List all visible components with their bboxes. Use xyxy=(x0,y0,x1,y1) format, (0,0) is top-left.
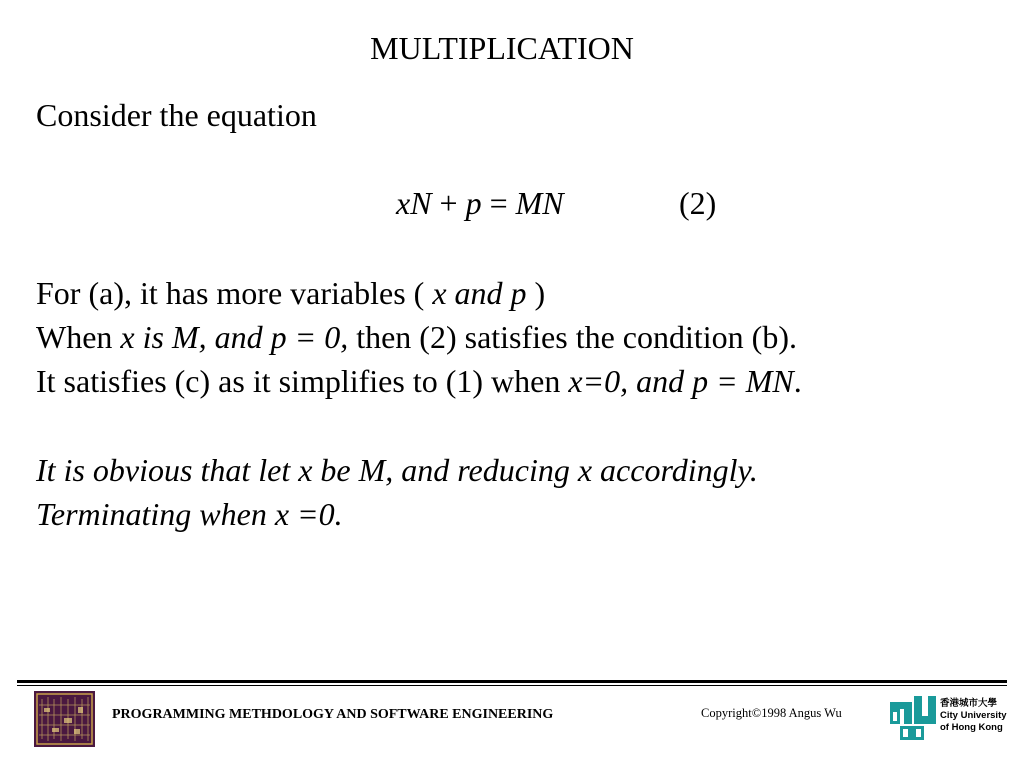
body-line-2-c: then (2) satisfies the condition (b). xyxy=(348,319,797,355)
body-line-3-b: x=0, and p = MN xyxy=(568,363,794,399)
circuit-chip-image xyxy=(34,691,95,747)
slide-title: MULTIPLICATION xyxy=(370,30,634,66)
footer-divider-thin xyxy=(17,685,1007,686)
course-title: PROGRAMMING METHDOLOGY AND SOFTWARE ENGINEERING xyxy=(112,707,554,722)
body-line-1-c: ) xyxy=(526,275,546,311)
note-line-2: Terminating when x =0. xyxy=(36,496,343,532)
equation xyxy=(396,183,564,223)
cityu-logo-text xyxy=(940,698,1007,734)
equation-plus: + xyxy=(431,185,466,221)
footer-divider-thick xyxy=(17,680,1007,683)
body-line-1 xyxy=(36,273,545,313)
body-line-3-a: It satisfies (c) as it simplifies to (1) when xyxy=(36,363,569,399)
body-line-2-a: When xyxy=(36,319,121,355)
cityu-logo-icon xyxy=(888,694,938,742)
equation-equals: = xyxy=(481,185,516,221)
equation-term-xn: xN xyxy=(396,185,432,221)
body-line-2 xyxy=(36,317,797,357)
body-line-1-a: For (a), it has more variables ( xyxy=(36,275,433,311)
cityu-logo-line2: of Hong Kong xyxy=(940,722,1003,733)
equation-term-p: p xyxy=(465,185,482,221)
body-line-3 xyxy=(36,361,802,401)
intro-text: Consider the equation xyxy=(36,97,317,133)
copyright-text: Copyright©1998 Angus Wu xyxy=(701,706,842,720)
body-line-2-b: x is M, and p = 0, xyxy=(120,319,349,355)
body-line-1-b: x and p xyxy=(432,275,527,311)
cityu-logo-line1: City University xyxy=(940,710,1007,721)
body-line-3-c: . xyxy=(793,363,802,399)
equation-term-mn: MN xyxy=(515,185,564,221)
note-line-1: It is obvious that let x be M, and reducing x accordingly. xyxy=(36,452,758,488)
cityu-logo-chinese: 香港城市大學 xyxy=(940,698,998,709)
equation-label: (2) xyxy=(679,185,717,221)
